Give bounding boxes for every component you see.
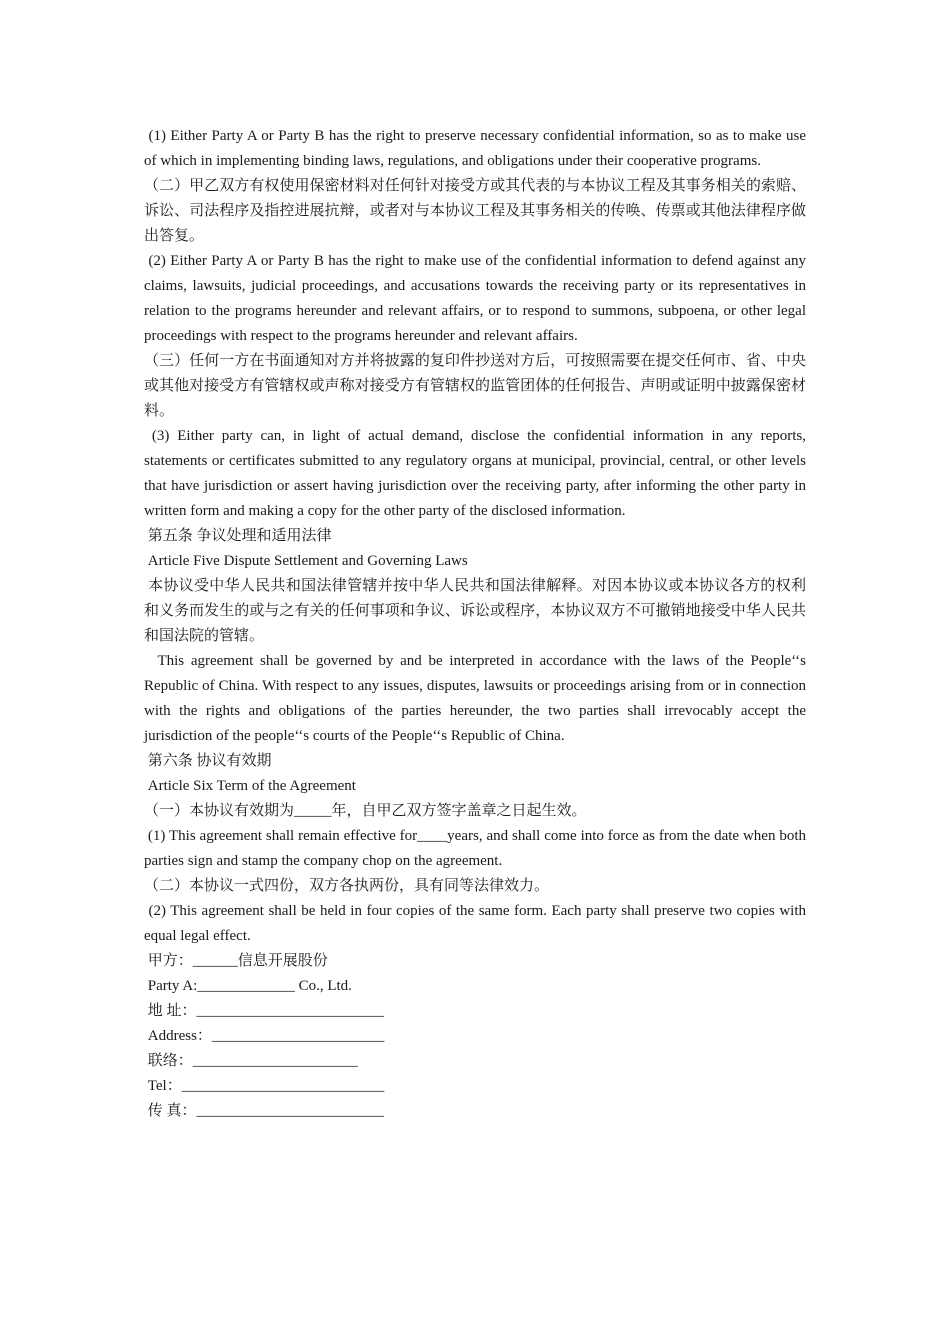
clause-4-1-english: (1) Either Party A or Party B has the right to preserve necessary confidential information, so as to make use of which in implementing binding laws, regulations, and obligations under their cooperative programs. (144, 128, 810, 169)
address-field-chinese: 地 址：_________________________ (144, 1003, 385, 1019)
article-5-body-chinese: 本协议受中华人民共和国法律管辖并按中华人民共和国法律解释。对因本协议或本协议各方的权利和义务而发生的或与之有关的任何事项和争议、诉讼或程序，本协议双方不可撤销地接受中华人民共和国法院的管辖。 (144, 578, 806, 644)
clause-4-3-chinese: （三）任何一方在书面通知对方并将披露的复印件抄送对方后，可按照需要在提交任何市、省、中央或其他对接受方有管辖权或声称对接受方有管辖权的监管团体的任何报告、声明或证明中披露保密材料。 (144, 353, 806, 419)
clause-4-2-english: (2) Either Party A or Party B has the right to make use of the confidential information to defend against any claims, lawsuits, judicial proceedings, and accusations towards the receiving party or its representatives in relation to the programs hereunder and relevant affairs, or to respond to summons, subpoena, or other legal proceedings with respect to the programs hereunder and relevant affairs. (144, 253, 810, 344)
document-page (144, 124, 810, 1124)
clause-6-1-english: (1) This agreement shall remain effective for____years, and shall come into force as from the date when both parties sign and stamp the company chop on the agreement. (144, 828, 810, 869)
clause-6-1-chinese: （一）本协议有效期为_____年，自甲乙双方签字盖章之日起生效。 (144, 803, 587, 819)
tel-field-english: Tel：___________________________ (144, 1078, 385, 1094)
clause-4-3-english: (3) Either party can, in light of actual demand, disclose the confidential information in any reports, statements or certificates submitted to any regulatory organs at municipal, provincial, central, or other levels that have jurisdiction or assert having jurisdiction over the receiving party, after informing the other party in written form and making a copy for the other party of the disclosed information. (144, 428, 810, 519)
article-5-body-english: This agreement shall be governed by and be interpreted in accordance with the laws of the People‘‘s Republic of China. With respect to any issues, disputes, lawsuits or proceedings arising from or in connection with the rights and obligations of the parties hereunder, the two parties shall irrevocably accept the jurisdiction of the people‘‘s courts of the People‘‘s Republic of China. (144, 653, 810, 744)
article-6-heading-english: Article Six Term of the Agreement (144, 778, 356, 794)
fax-field-chinese: 传 真：_________________________ (144, 1103, 385, 1119)
clause-6-2-english: (2) This agreement shall be held in four copies of the same form. Each party shall preserve two copies with equal legal effect. (144, 903, 810, 944)
address-field-english: Address：_______________________ (144, 1028, 385, 1044)
clause-6-2-chinese: （二）本协议一式四份，双方各执两份，具有同等法律效力。 (144, 878, 550, 894)
article-5-heading-english: Article Five Dispute Settlement and Governing Laws (144, 553, 468, 569)
article-6-heading-chinese: 第六条 协议有效期 (144, 753, 272, 769)
article-5-heading-chinese: 第五条 争议处理和适用法律 (144, 528, 332, 544)
contact-field-chinese: 联络：______________________ (144, 1053, 358, 1069)
party-a-label-chinese: 甲方：______信息开展股份 (144, 953, 328, 969)
party-a-label-english: Party A:_____________ Co., Ltd. (144, 978, 352, 994)
clause-4-2-chinese: （二）甲乙双方有权使用保密材料对任何针对接受方或其代表的与本协议工程及其事务相关的索赔、诉讼、司法程序及指控进展抗辩，或者对与本协议工程及其事务相关的传唤、传票或其他法律程序做出答复。 (144, 178, 806, 244)
